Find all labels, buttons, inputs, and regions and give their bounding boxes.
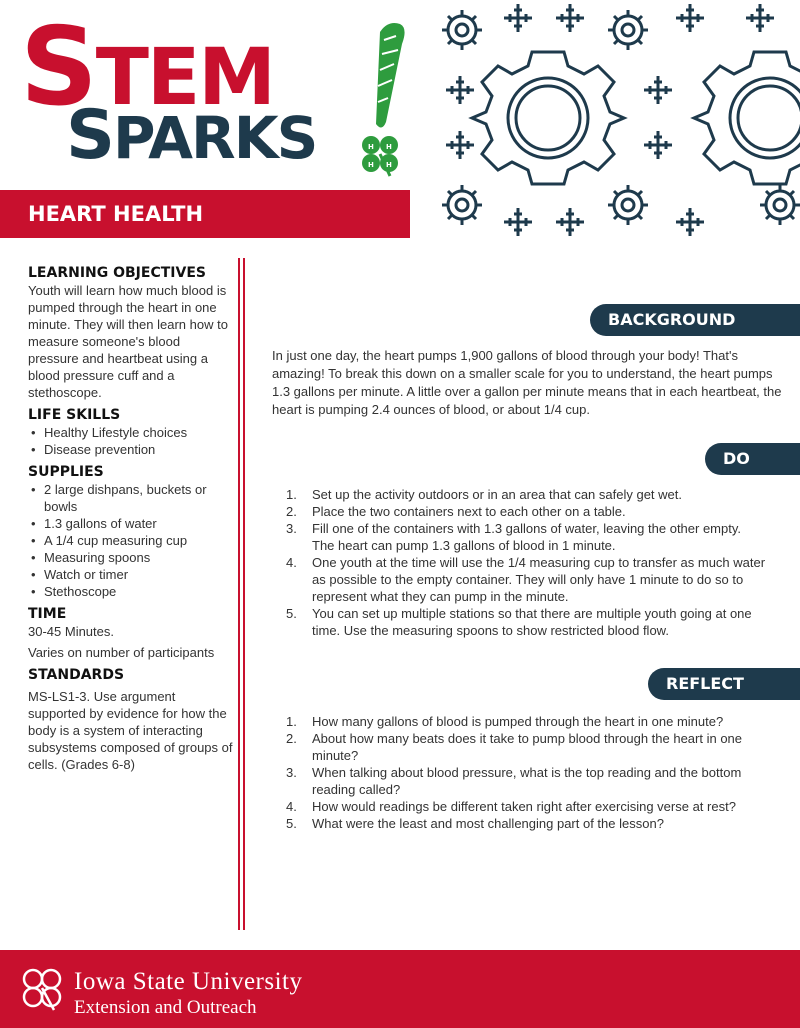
- reflect-list: [286, 713, 766, 832]
- supplies-list: [28, 481, 233, 600]
- list-item: 1. Set up the activity outdoors or in an area that can safely get wet.: [286, 487, 682, 502]
- svg-text:H: H: [368, 143, 374, 151]
- list-item: • 1.3 gallons of water: [28, 515, 233, 532]
- list-item: 5. What were the least and most challenging part of the lesson?: [286, 816, 664, 831]
- footer: [0, 950, 800, 1028]
- objectives-heading: LEARNING OBJECTIVES: [28, 265, 206, 281]
- logo-stem-text: STEM: [20, 5, 274, 130]
- standards-heading: STANDARDS: [28, 667, 125, 683]
- list-item: 4. One youth at the time will use the 1/4 measuring cup to transfer as much water as possible to the empty container. They will only have 1 minute to do so to represent what they can pump in the minute.: [286, 555, 766, 604]
- logo-sparks-text: SPARKS: [66, 96, 317, 175]
- list-item: 2. About how many beats does it take to pump blood through the heart in one minute?: [286, 731, 743, 763]
- clover-icon: [18, 964, 66, 1012]
- background-text: In just one day, the heart pumps 1,900 gallons of blood through your body! That's amazing! To break this down on a smaller scale for you to understand, the heart pumps 1.3 gallons per minute. A little over a gallon per minute means that in each heartbeat, the heart is pumping 2.4 ounces of blood, or about 1/4 cup.: [272, 348, 782, 417]
- gear-pattern-icon: [430, 0, 800, 240]
- time-heading: TIME: [28, 606, 67, 622]
- svg-text:H: H: [386, 143, 392, 151]
- do-list: [286, 486, 766, 639]
- list-item: • 2 large dishpans, buckets or bowls: [28, 481, 233, 515]
- background-heading: BACKGROUND: [590, 304, 800, 336]
- svg-text:H: H: [386, 161, 392, 169]
- list-item: 5. You can set up multiple stations so that there are multiple youth going at one time. Use the measuring spoons to show restricted blood flow.: [286, 606, 752, 638]
- title-bar: [0, 190, 410, 238]
- list-item: • Measuring spoons: [28, 549, 233, 566]
- list-item: 3. Fill one of the containers with 1.3 gallons of water, leaving the other empty. The heart can pump 1.3 gallons of blood in 1 minute.: [286, 521, 741, 553]
- life-skills-heading: LIFE SKILLS: [28, 407, 121, 423]
- objectives-text: Youth will learn how much blood is pumped through the heart in one minute. They will then learn how to measure someone's blood pressure and heartbeat using a blood pressure cuff and a stethoscope.: [28, 283, 228, 400]
- extension-subtitle: Extension and Outreach: [74, 997, 257, 1018]
- list-item: • Watch or timer: [28, 566, 233, 583]
- column-divider: [238, 258, 245, 930]
- list-item: 3. When talking about blood pressure, what is the top reading and the bottom reading called?: [286, 765, 742, 797]
- list-item: 4. How would readings be different taken right after exercising verse at rest?: [286, 799, 736, 814]
- reflect-heading: REFLECT: [648, 668, 800, 700]
- standards-text: MS-LS1-3. Use argument supported by evidence for how the body is a system of interacting subsystems composed of groups of cells. (Grades 6-8): [28, 689, 233, 772]
- time-duration: 30-45 Minutes.: [28, 624, 114, 639]
- svg-text:H: H: [368, 161, 374, 169]
- sidebar-column: [28, 265, 233, 773]
- life-skills-list: [28, 424, 233, 458]
- list-item: • Disease prevention: [28, 441, 233, 458]
- university-name: Iowa State University: [74, 968, 303, 995]
- page-title: HEART HEALTH: [28, 202, 204, 226]
- supplies-heading: SUPPLIES: [28, 464, 104, 480]
- list-item: • A 1/4 cup measuring cup: [28, 532, 233, 549]
- list-item: • Stethoscope: [28, 583, 233, 600]
- list-item: 1. How many gallons of blood is pumped through the heart in one minute?: [286, 714, 724, 729]
- stem-sparks-logo: [20, 5, 420, 175]
- list-item: • Healthy Lifestyle choices: [28, 424, 233, 441]
- exclamation-clover-icon: [350, 14, 430, 184]
- do-heading: DO: [705, 443, 800, 475]
- time-note: Varies on number of participants: [28, 645, 215, 660]
- list-item: 2. Place the two containers next to each other on a table.: [286, 504, 626, 519]
